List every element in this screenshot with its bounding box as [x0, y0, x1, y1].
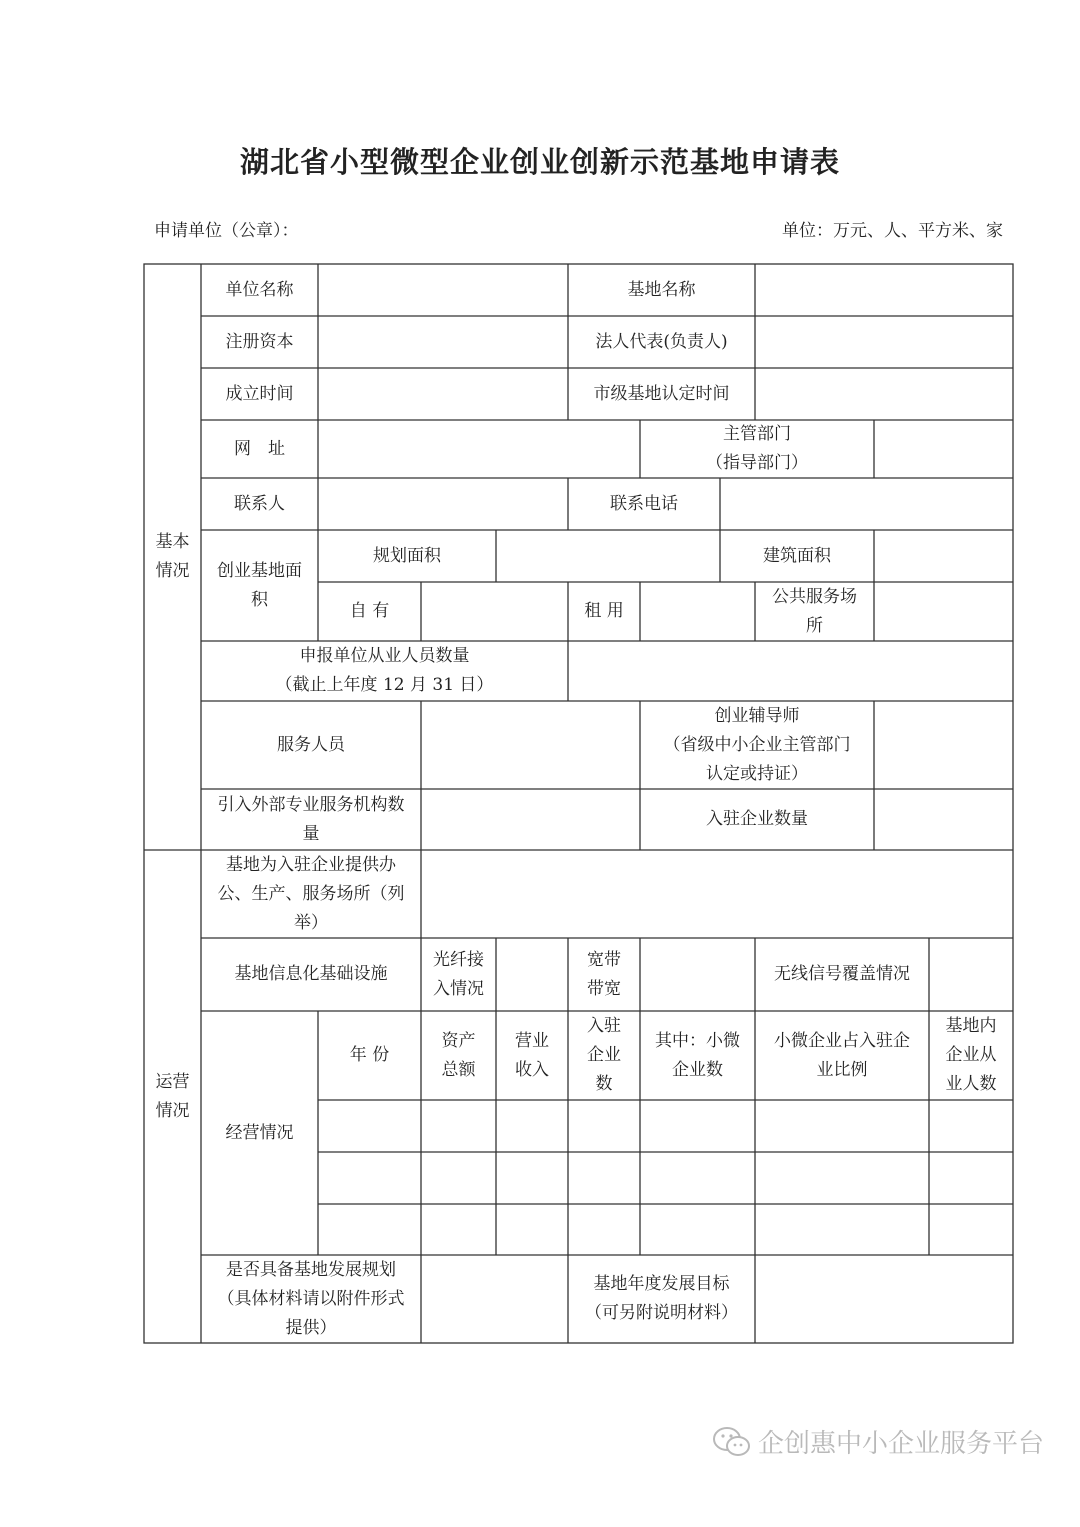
col-employees: 基地内 企业从 业人数	[945, 1016, 997, 1094]
city-cert-time-field[interactable]	[755, 368, 1013, 420]
owned-field[interactable]	[421, 582, 568, 641]
dev-plan-field[interactable]	[421, 1255, 568, 1343]
label-contact: 联系人	[234, 493, 285, 514]
col-year: 年 份	[349, 1045, 390, 1065]
website-field[interactable]	[318, 420, 640, 478]
applicant-label: 申请单位（公章）：	[154, 221, 299, 241]
label-legal-rep: 法人代表(负责人)	[595, 331, 728, 352]
public-space-field[interactable]	[874, 582, 1013, 641]
label-service-staff: 服务人员	[277, 734, 345, 755]
service-staff-field[interactable]	[421, 701, 640, 789]
col-small-ratio: 小微企业占入驻企 业比例	[774, 1030, 910, 1080]
label-area: 创业基地面 积	[217, 560, 302, 610]
col-resident-firms: 入驻 企业 数	[587, 1016, 621, 1094]
planned-area-field[interactable]	[496, 530, 720, 582]
label-resident-count: 入驻企业数量	[706, 809, 808, 829]
label-fiber: 光纤接 入情况	[433, 949, 484, 999]
broadband-field[interactable]	[640, 938, 755, 1011]
resident-count-field[interactable]	[874, 789, 1013, 850]
label-mentors: 创业辅导师 （省级中小企业主管部门 认定或持证）	[663, 705, 851, 784]
units-note: 单位：万元、人、平方米、家	[782, 221, 1003, 241]
section-basic: 基本 情况	[155, 532, 190, 581]
phone-field[interactable]	[720, 478, 1013, 530]
operations-data-rows[interactable]	[318, 1100, 1013, 1255]
label-wireless: 无线信号覆盖情况	[774, 964, 910, 984]
label-facilities: 基地为入驻企业提供办 公、生产、服务场所（列 举）	[217, 854, 405, 933]
label-website: 网 址	[234, 438, 285, 459]
label-base-name: 基地名称	[627, 279, 696, 300]
established-field[interactable]	[318, 368, 568, 420]
section-operation: 运营 情况	[155, 1071, 190, 1121]
label-unit-name: 单位名称	[225, 279, 294, 300]
staff-count-field[interactable]	[568, 641, 1013, 701]
facilities-field[interactable]	[421, 850, 1013, 938]
label-planned-area: 规划面积	[373, 545, 441, 566]
label-it-infra: 基地信息化基础设施	[234, 964, 388, 984]
form-title: 湖北省小型微型企业创业创新示范基地申请表	[239, 145, 840, 179]
label-dev-plan: 是否具备基地发展规划 （具体材料请以附件形式 提供）	[217, 1259, 405, 1338]
label-building-area: 建筑面积	[763, 545, 831, 566]
watermark-text: 企创惠中小企业服务平台	[757, 1429, 1044, 1459]
label-phone: 联系电话	[610, 493, 678, 514]
label-operations: 经营情况	[225, 1122, 294, 1143]
registered-capital-field[interactable]	[318, 316, 568, 368]
label-owned: 自 有	[349, 601, 390, 621]
external-agencies-field[interactable]	[421, 789, 640, 850]
legal-rep-field[interactable]	[755, 316, 1013, 368]
label-rented: 租 用	[584, 601, 624, 621]
col-total-assets: 资产 总额	[441, 1030, 476, 1080]
mentors-field[interactable]	[874, 701, 1013, 789]
label-established: 成立时间	[225, 383, 294, 404]
label-supervisor: 主管部门 （指导部门）	[706, 424, 808, 473]
supervisor-field[interactable]	[874, 420, 1013, 478]
label-staff-count: 申报单位从业人员数量 （截止上年度 12 月 31 日）	[275, 646, 494, 695]
label-public-space: 公共服务场 所	[772, 586, 857, 636]
label-registered-capital: 注册资本	[225, 331, 294, 352]
annual-goal-field[interactable]	[755, 1255, 1013, 1343]
label-annual-goal: 基地年度发展目标 （可另附说明材料）	[585, 1274, 738, 1323]
building-area-field[interactable]	[874, 530, 1013, 582]
rented-field[interactable]	[640, 582, 755, 641]
label-broadband: 宽带 带宽	[587, 949, 621, 999]
contact-field[interactable]	[318, 478, 568, 530]
base-name-field[interactable]	[755, 264, 1013, 316]
watermark	[712, 1423, 1044, 1460]
wireless-field[interactable]	[929, 938, 1013, 1011]
col-small-firms: 其中：小微 企业数	[655, 1030, 740, 1080]
fiber-field[interactable]	[496, 938, 568, 1011]
label-city-cert-time: 市级基地认定时间	[593, 383, 730, 404]
wechat-icon	[712, 1425, 752, 1459]
col-revenue: 营业 收入	[515, 1030, 549, 1080]
unit-name-field[interactable]	[318, 264, 568, 316]
label-external-agencies: 引入外部专业服务机构数 量	[217, 794, 405, 844]
